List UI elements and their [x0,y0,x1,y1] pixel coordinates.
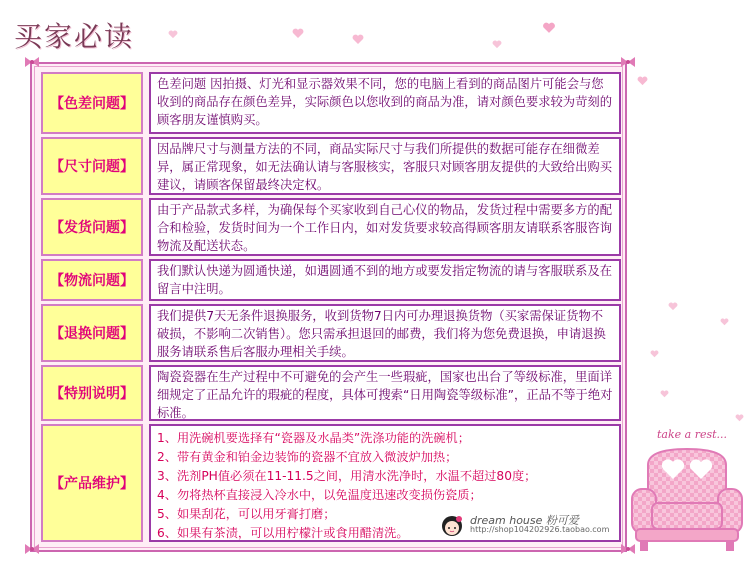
heart-icon [292,28,304,39]
bow-icon [24,56,40,68]
section-label: 【退换问题】 [41,304,143,362]
section-logistics [41,259,621,301]
section-size [41,137,621,195]
heart-icon [168,30,178,39]
shop-logo [438,512,622,538]
bow-icon [24,543,40,555]
shop-url: http://shop104202926.taobao.com [470,525,610,534]
bow-icon [620,56,636,68]
section-text: 由于产品款式多样，为确保每个买家收到自己心仪的物品，发货过程中需要多方的配合和检验，发货时间为一个工作日内，如对发货要求较高得顾客朋友请联系客服咨询物流及配送状态。 [149,198,621,256]
section-label: 【特别说明】 [41,365,143,421]
care-item: 1、用洗碗机要选择有“瓷器及水晶类”洗涤功能的洗碗机； [157,431,470,445]
heart-icon [668,302,678,311]
section-label: 【尺寸问题】 [41,137,143,195]
care-item: 6、如果有茶渍，可以用柠檬汁或食用醋清洗。 [157,526,409,540]
section-color [41,72,621,134]
sofa-icon [626,445,748,555]
heart-icon [720,318,729,326]
heart-icon [660,390,669,398]
shop-brand: dream house 粉可爱 [470,514,579,527]
section-text: 我们提供7天无条件退换服务，收到货物7日内可办理退换货物（买家需保证货物不破损，不影响二次销售）。您只需承担退回的邮费，我们将为您免费退换，申请退换服务请联系售后客服办理相关手续。 [149,304,621,362]
heart-icon [352,34,364,45]
care-item: 4、勿将热杯直接浸入冷水中，以免温度迅速改变损伤瓷质； [157,488,482,502]
page-title: 买家必读 [14,20,135,53]
section-label: 【物流问题】 [41,259,143,301]
section-label: 【发货问题】 [41,198,143,256]
section-text: 陶瓷瓷器在生产过程中不可避免的会产生一些瑕疵，国家也出台了等级标准，里面详细规定了正品允许的瑕疵的程度，具体可搜索“日用陶瓷等级标准”，正品不等于绝对标准。 [149,365,621,421]
heart-icon [650,350,659,358]
heart-icon [637,76,648,86]
care-item: 3、洗剂PH值必须在11-11.5之间，用清水洗净时，水温不超过80度； [157,469,537,483]
heart-icon [492,40,502,49]
section-label: 【色差问题】 [41,72,143,134]
section-label: 【产品维护】 [41,424,143,542]
decor-caption: take a rest... [657,428,728,441]
girl-face-icon [438,512,466,538]
section-shipping [41,198,621,256]
heart-icon [542,22,556,34]
section-returns [41,304,621,362]
section-text: 因品牌尺寸与测量方法的不同，商品实际尺寸与我们所提供的数据可能存在细微差异，属正常现象，如无法确认请与客服核实，客服只对顾客朋友提供的大致给出购买建议，请顾客保留最终决定权。 [149,137,621,195]
heart-icon [735,414,744,422]
care-item: 5、如果刮花，可以用牙膏打磨； [157,507,336,521]
care-item: 2、带有黄金和铂金边装饰的瓷器不宜放入微波炉加热； [157,450,458,464]
section-text: 色差问题 因拍摄、灯光和显示器效果不同，您的电脑上看到的商品图片可能会与您收到的商品存在颜色差异，实际颜色以您收到的商品为准，请对颜色要求较为苛刻的顾客朋友谨慎购买。 [149,72,621,134]
section-special [41,365,621,421]
section-text: 我们默认快递为圆通快递，如遇圆通不到的地方或要发指定物流的请与客服联系及在留言中注明。 [149,259,621,301]
